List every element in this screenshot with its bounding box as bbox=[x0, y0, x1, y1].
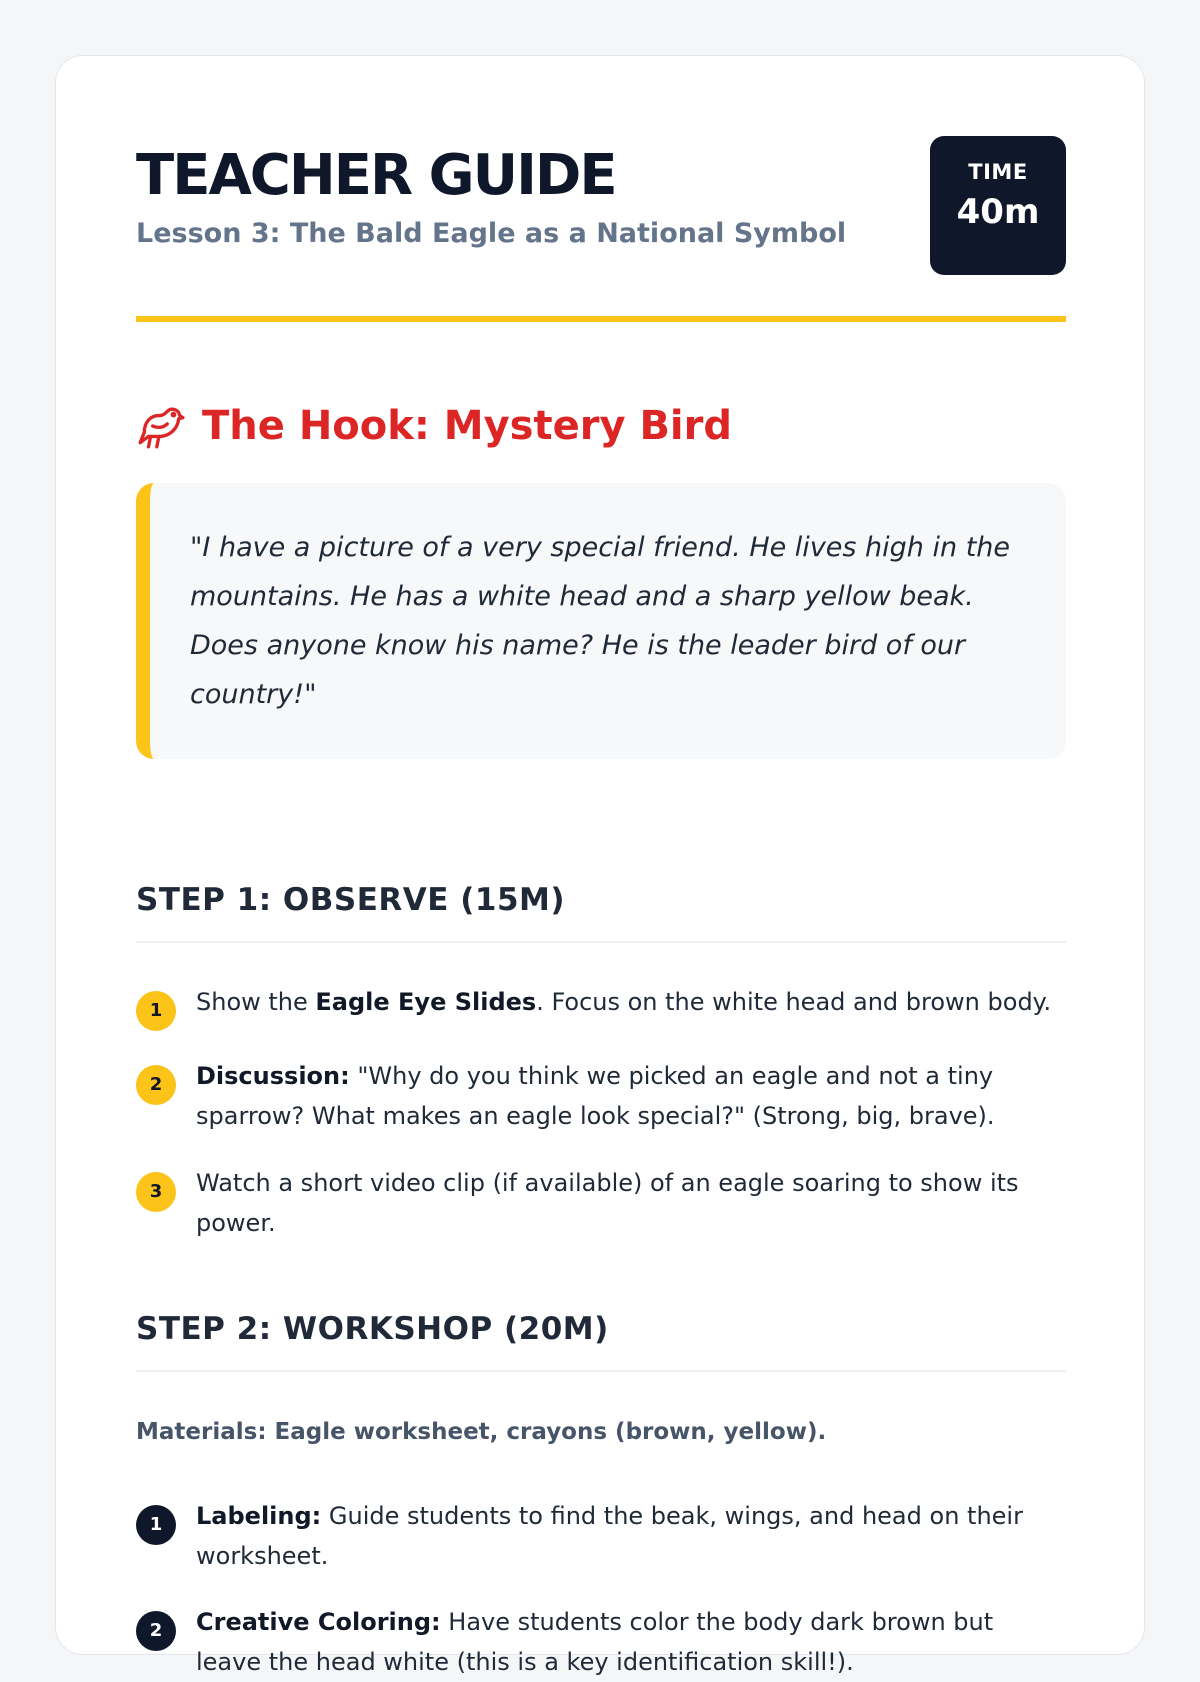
page-title: TEACHER GUIDE bbox=[136, 143, 616, 208]
time-badge bbox=[930, 136, 1066, 275]
hook-heading bbox=[136, 401, 1066, 451]
step-number-badge: 1 bbox=[136, 991, 176, 1031]
step2-heading: STEP 2: WORKSHOP (20M) bbox=[136, 1311, 609, 1347]
step2-divider bbox=[136, 1370, 1066, 1372]
step-number-badge: 2 bbox=[136, 1611, 176, 1651]
step-item-text: Watch a short video clip (if available) of an eagle soaring to show its power. bbox=[196, 1169, 1019, 1237]
step1-divider bbox=[136, 941, 1066, 943]
lesson-card bbox=[55, 55, 1145, 1676]
step1-heading: STEP 1: OBSERVE (15M) bbox=[136, 882, 566, 918]
hook-title: The Hook: Mystery Bird bbox=[202, 403, 732, 449]
time-label: TIME bbox=[968, 160, 1028, 184]
step-number-badge: 1 bbox=[136, 1505, 176, 1545]
step-item-text: Labeling: Guide students to find the beak, wings, and head on their worksheet. bbox=[196, 1502, 1023, 1570]
step-number-badge: 2 bbox=[136, 1065, 176, 1105]
step-number-badge: 3 bbox=[136, 1172, 176, 1212]
step-item-text: Creative Coloring: Have students color the body dark brown but leave the head white (this is a key identification skill!). bbox=[196, 1608, 994, 1676]
bird-icon bbox=[136, 401, 186, 451]
lesson-subtitle: Lesson 3: The Bald Eagle as a National Symbol bbox=[136, 218, 847, 249]
time-value: 40m bbox=[956, 192, 1040, 232]
header-divider bbox=[136, 316, 1066, 322]
hook-quote: "I have a picture of a very special friend. He lives high in the mountains. He has a white head and a sharp yellow beak. Does anyone know his name? He is the leader bird of our country!" bbox=[136, 483, 1066, 759]
materials-note: Materials: Eagle worksheet, crayons (brown, yellow). bbox=[136, 1419, 827, 1445]
step-item-text: Show the Eagle Eye Slides. Focus on the white head and brown body. bbox=[196, 988, 1052, 1016]
step-item-text: Discussion: "Why do you think we picked an eagle and not a tiny sparrow? What makes an eagle look special?" (Strong, big, brave). bbox=[196, 1062, 995, 1130]
guide-header bbox=[136, 136, 1066, 276]
